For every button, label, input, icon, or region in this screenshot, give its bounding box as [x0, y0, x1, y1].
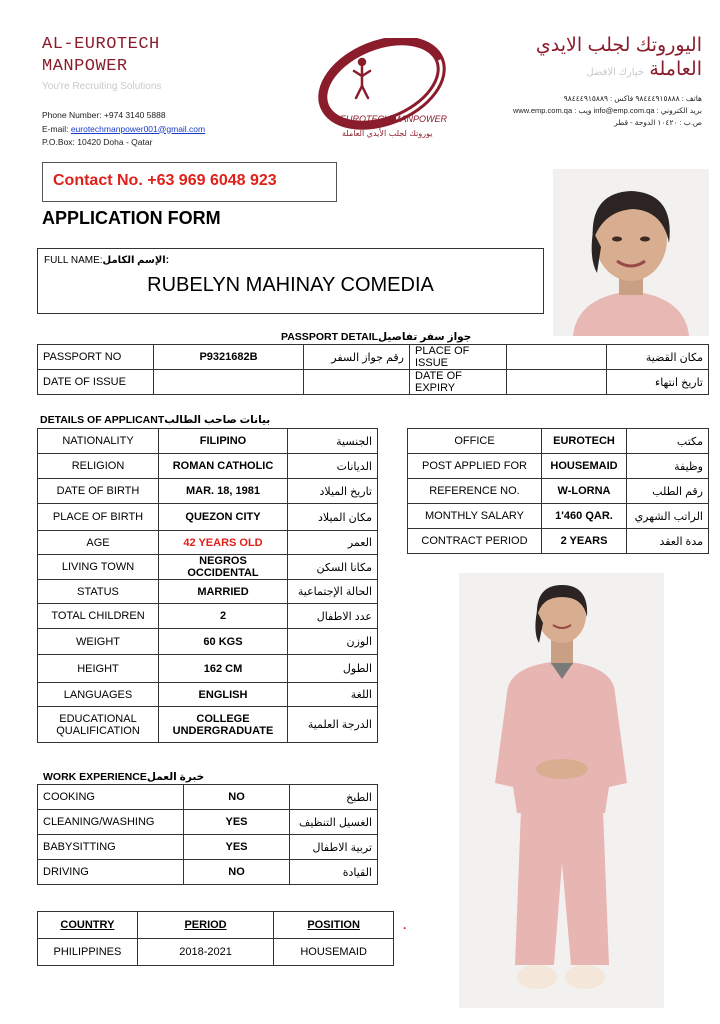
applicant-field-value: ENGLISH — [159, 683, 288, 707]
work-section-title — [43, 771, 204, 783]
form-title: APPLICATION FORM — [42, 208, 221, 228]
employment-history-table — [37, 911, 394, 966]
work-title-en: WORK EXPERIENCE — [43, 771, 147, 783]
applicant-field-value: MAR. 18, 1981 — [159, 479, 288, 504]
applicant-field-value: ROMAN CATHOLIC — [159, 454, 288, 479]
applicant-row — [38, 604, 378, 629]
office-field-value: 2 YEARS — [542, 529, 627, 554]
work-skill-label: COOKING — [38, 785, 184, 810]
employment-history-header-cell: POSITION — [274, 912, 394, 939]
work-skill-label-ar: القيادة — [290, 860, 378, 885]
date-of-issue-value — [154, 370, 304, 395]
employment-country: PHILIPPINES — [38, 939, 138, 966]
applicant-field-label: LIVING TOWN — [38, 555, 159, 580]
office-field-value: 1'460 QAR. — [542, 504, 627, 529]
office-row — [408, 479, 709, 504]
passport-no-label: PASSPORT NO — [38, 345, 154, 370]
applicant-field-label-ar: تاريخ الميلاد — [288, 479, 378, 504]
full-name-label-ar: الإسم الكامل: — [102, 255, 170, 266]
employment-position: HOUSEMAID — [274, 939, 394, 966]
applicant-full-body-photo — [459, 573, 664, 1008]
office-row — [408, 529, 709, 554]
office-field-label: POST APPLIED FOR — [408, 454, 542, 479]
applicant-row — [38, 683, 378, 707]
ar-email: بريد الكتروني : info@emp.com.qa ويب : www.emp.com.qa — [512, 106, 702, 115]
applicant-row — [38, 479, 378, 504]
passport-row-2 — [38, 370, 709, 395]
company-contact-info-ar — [462, 93, 702, 129]
applicant-field-label-ar: مكان الميلاد — [288, 504, 378, 531]
applicant-field-value: QUEZON CITY — [159, 504, 288, 531]
passport-title-en: PASSPORT DETAIL — [281, 331, 379, 343]
work-title-ar: خبرة العمل — [146, 771, 205, 783]
contact-number-box: Contact No. +63 969 6048 923 — [42, 162, 337, 202]
office-field-label: OFFICE — [408, 429, 542, 454]
applicant-row — [38, 555, 378, 580]
work-experience-table — [37, 784, 378, 885]
office-field-label: CONTRACT PERIOD — [408, 529, 542, 554]
company-name-ar — [462, 34, 702, 85]
applicant-field-label-ar: مكانا السكن — [288, 555, 378, 580]
applicant-field-label: STATUS — [38, 580, 159, 604]
applicant-field-value: COLLEGE UNDERGRADUATE — [159, 707, 288, 743]
applicant-field-label-ar: الديانات — [288, 454, 378, 479]
applicant-section-title — [40, 414, 270, 426]
office-row — [408, 454, 709, 479]
company-tagline-ar: خيارك الافضل — [586, 67, 645, 78]
work-row — [38, 860, 378, 885]
passport-table — [37, 344, 709, 395]
applicant-field-label: LANGUAGES — [38, 683, 159, 707]
applicant-field-value: FILIPINO — [159, 429, 288, 454]
date-of-expiry-label-ar: تاريخ انتهاء — [607, 370, 709, 395]
employment-history-header-cell: PERIOD — [137, 912, 273, 939]
employment-period: 2018-2021 — [137, 939, 273, 966]
work-skill-label: BABYSITTING — [38, 835, 184, 860]
ar-pobox: ص.ب : ١٠٤٢٠ الدوحة - قطر — [614, 118, 702, 127]
work-row — [38, 835, 378, 860]
applicant-field-label: DATE OF BIRTH — [38, 479, 159, 504]
applicant-row — [38, 655, 378, 683]
applicant-field-label-ar: الحالة الإجتماعية — [288, 580, 378, 604]
logo-text-ar: يوروتك لجلب الأيدي العاملة — [342, 129, 433, 138]
office-field-label: MONTHLY SALARY — [408, 504, 542, 529]
applicant-title-en: DETAILS OF APPLICANT — [40, 414, 165, 426]
work-row — [38, 785, 378, 810]
date-of-issue-blank — [304, 370, 410, 395]
company-name-en-line2: MANPOWER — [42, 57, 128, 76]
full-name-value: RUBELYN MAHINAY COMEDIA — [147, 274, 434, 296]
office-field-label: REFERENCE NO. — [408, 479, 542, 504]
applicant-field-label: NATIONALITY — [38, 429, 159, 454]
date-of-issue-label: DATE OF ISSUE — [38, 370, 154, 395]
trailing-mark: . — [403, 918, 407, 932]
office-details-table — [407, 428, 709, 554]
company-logo — [300, 38, 460, 150]
applicant-field-label: PLACE OF BIRTH — [38, 504, 159, 531]
full-name-box — [37, 248, 544, 314]
email-link[interactable]: eurotechmanpower001@gmail.com — [70, 123, 206, 134]
passport-no-value: P9321682B — [154, 345, 304, 370]
office-field-label-ar: مدة العقد — [627, 529, 709, 554]
applicant-field-label: WEIGHT — [38, 629, 159, 655]
applicant-field-label-ar: الطول — [288, 655, 378, 683]
email-label: E-mail: — [42, 123, 71, 134]
office-field-label-ar: رقم الطلب — [627, 479, 709, 504]
work-skill-value: YES — [184, 835, 290, 860]
applicant-field-label: TOTAL CHILDREN — [38, 604, 159, 629]
applicant-row — [38, 580, 378, 604]
office-field-label-ar: الراتب الشهري — [627, 504, 709, 529]
applicant-field-label: HEIGHT — [38, 655, 159, 683]
applicant-field-value: 2 — [159, 604, 288, 629]
applicant-field-value: 162 CM — [159, 655, 288, 683]
office-field-label-ar: وظيفة — [627, 454, 709, 479]
applicant-field-label: RELIGION — [38, 454, 159, 479]
work-skill-label-ar: الغسيل التنظيف — [290, 810, 378, 835]
place-of-issue-value — [507, 345, 607, 370]
full-name-label — [44, 255, 169, 266]
applicant-field-value: MARRIED — [159, 580, 288, 604]
applicant-title-ar: بيانات صاحب الطالب — [164, 414, 271, 426]
applicant-headshot-photo — [553, 169, 709, 336]
logo-text-en: EUROTECH MANPOWER — [340, 114, 448, 124]
company-name-en-line1: AL-EUROTECH — [42, 35, 160, 54]
work-skill-label-ar: الطبخ — [290, 785, 378, 810]
work-skill-label-ar: تربية الاطفال — [290, 835, 378, 860]
company-contact-info — [42, 109, 205, 150]
date-of-expiry-value — [507, 370, 607, 395]
applicant-row — [38, 454, 378, 479]
applicant-field-label: EDUCATIONAL QUALIFICATION — [38, 707, 159, 743]
company-name-en — [42, 34, 160, 78]
company-name-ar-line1: اليوروتك لجلب الايدي — [535, 35, 702, 56]
company-name-ar-line2 — [462, 58, 702, 85]
work-skill-label: CLEANING/WASHING — [38, 810, 184, 835]
passport-title-ar: جواز سفر تفاصيل — [378, 331, 472, 343]
office-row — [408, 429, 709, 454]
employment-history-row — [38, 939, 394, 966]
applicant-field-label: AGE — [38, 531, 159, 555]
office-row — [408, 504, 709, 529]
work-row — [38, 810, 378, 835]
place-of-issue-label-ar: مكان القضية — [607, 345, 709, 370]
work-skill-value: NO — [184, 785, 290, 810]
company-tagline: You're Recruiting Solutions — [42, 81, 162, 92]
work-skill-value: YES — [184, 810, 290, 835]
applicant-field-value: 60 KGS — [159, 629, 288, 655]
office-field-value: HOUSEMAID — [542, 454, 627, 479]
applicant-field-label-ar: الدرجة العلمية — [288, 707, 378, 743]
office-field-value: W-LORNA — [542, 479, 627, 504]
applicant-details-table — [37, 428, 378, 743]
employment-history-header-cell: COUNTRY — [38, 912, 138, 939]
phone-number: Phone Number: +974 3140 5888 — [42, 110, 166, 120]
date-of-expiry-label: DATE OF EXPIRY — [410, 370, 507, 395]
email-line — [42, 123, 205, 137]
po-box: P.O.Box: 10420 Doha - Qatar — [42, 137, 153, 147]
passport-section-title — [281, 331, 471, 343]
company-name-ar-line2-text: العاملة — [649, 59, 702, 80]
applicant-row — [38, 504, 378, 531]
place-of-issue-label: PLACE OF ISSUE — [410, 345, 507, 370]
applicant-row — [38, 629, 378, 655]
applicant-row — [38, 429, 378, 454]
passport-no-label-ar: رقم جواز السفر — [304, 345, 410, 370]
applicant-field-value: 42 YEARS OLD — [159, 531, 288, 555]
applicant-field-label-ar: العمر — [288, 531, 378, 555]
ar-phone: هاتف : ٩٨٤٤٤٩١٥٨٨٨ فاكس : ٩٨٤٤٤٩١٥٨٨٩ — [563, 94, 702, 103]
applicant-field-value: NEGROS OCCIDENTAL — [159, 555, 288, 580]
work-skill-label: DRIVING — [38, 860, 184, 885]
applicant-field-label-ar: عدد الاطفال — [288, 604, 378, 629]
applicant-field-label-ar: اللغة — [288, 683, 378, 707]
applicant-field-label-ar: الجنسية — [288, 429, 378, 454]
passport-row-1 — [38, 345, 709, 370]
applicant-field-label-ar: الوزن — [288, 629, 378, 655]
full-name-label-en: FULL NAME: — [44, 255, 103, 266]
office-field-value: EUROTECH — [542, 429, 627, 454]
applicant-row — [38, 707, 378, 743]
applicant-row — [38, 531, 378, 555]
work-skill-value: NO — [184, 860, 290, 885]
office-field-label-ar: مكتب — [627, 429, 709, 454]
employment-history-header — [38, 912, 394, 939]
